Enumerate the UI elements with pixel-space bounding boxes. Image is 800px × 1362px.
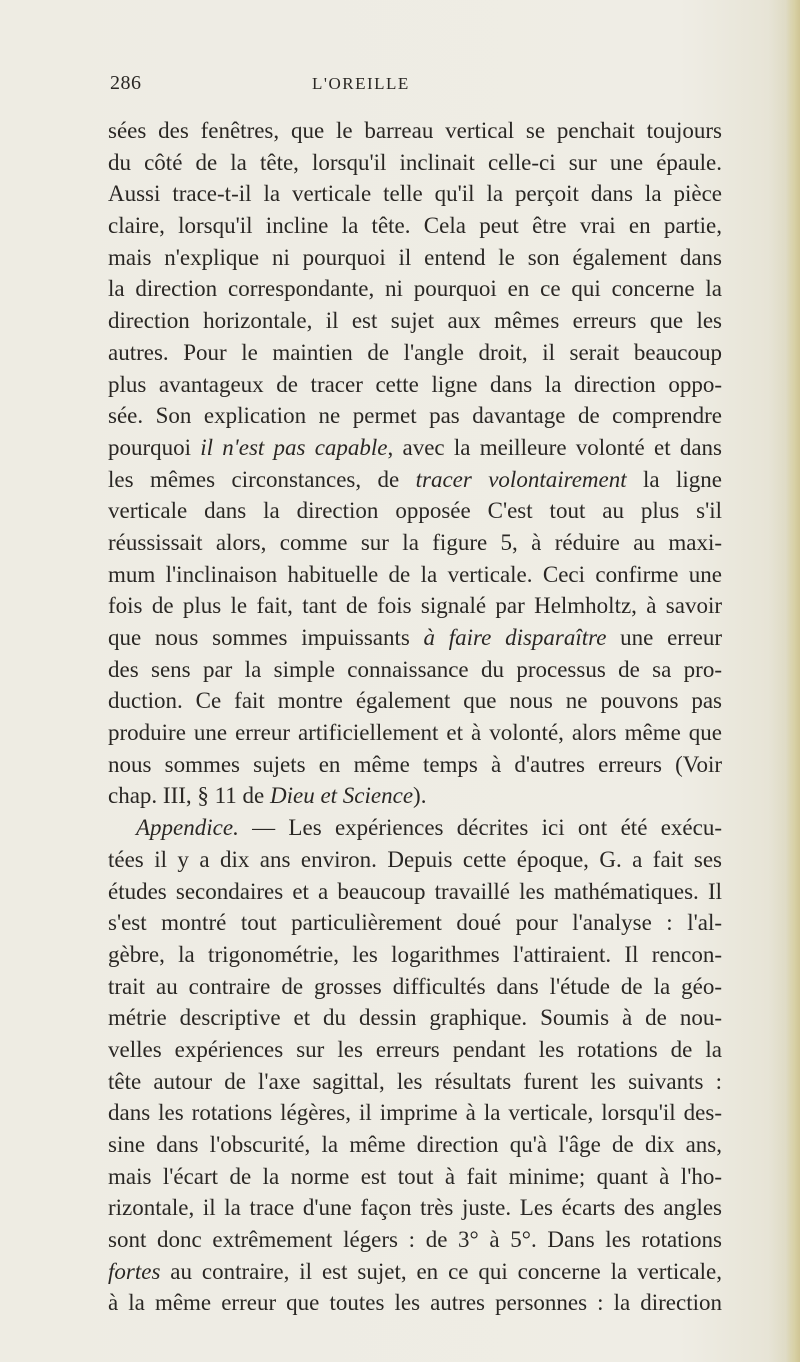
text-line <box>108 1097 722 1129</box>
text-line <box>108 1192 722 1224</box>
text-line <box>108 273 722 305</box>
text-segment: une erreur <box>606 625 722 650</box>
text-line <box>108 1287 722 1319</box>
text-segment: direction horizontale, il est sujet aux mêmes erreurs que les <box>108 308 722 334</box>
text-segment: que nous sommes impuissants <box>108 625 424 650</box>
text-segment: autres. Pour le maintien de l'angle droit, il serait beaucoup <box>108 339 722 365</box>
text-segment: mais l'écart de la norme est tout à fait minime; quant à l'ho- <box>108 1163 722 1189</box>
text-segment: chap. III, § 11 de <box>108 783 270 809</box>
text-line <box>108 178 722 210</box>
text-segment: sées des fenêtres, que le barreau vertical se penchait toujours <box>108 118 722 143</box>
text-line <box>108 812 722 844</box>
text-line <box>108 844 722 876</box>
text-line <box>108 115 722 147</box>
text-segment: mais n'explique ni pourquoi il entend le son également dans <box>108 244 722 270</box>
text-line <box>108 432 722 464</box>
body-text <box>108 115 722 1319</box>
text-segment: s'est montré tout particulièrement doué pour l'analyse : l'al- <box>108 910 722 936</box>
text-segment: tées il y a dix ans environ. Depuis cette époque, G. a fait ses <box>108 846 722 872</box>
text-segment: velles expériences sur les erreurs pendant les rotations de la <box>108 1036 722 1062</box>
text-segment: métrie descriptive et du dessin graphique. Soumis à de nou- <box>108 1005 722 1031</box>
text-line <box>108 147 722 179</box>
text-segment: sont donc extrêmement légers : de 3° à 5°. Dans les rotations <box>108 1227 722 1253</box>
text-segment: gèbre, la trigonométrie, les logarithmes l'attiraient. Il rencon- <box>108 941 722 967</box>
text-line <box>108 559 722 591</box>
text-segment: dans les rotations légères, il imprime à la verticale, lorsqu'il des- <box>108 1100 722 1126</box>
text-line <box>108 907 722 939</box>
text-line <box>108 495 722 527</box>
italic-text: Appendice. <box>136 815 239 841</box>
text-segment: — Les expériences décrites ici ont été exécu- <box>238 815 722 841</box>
text-line <box>108 971 722 1003</box>
text-line <box>108 210 722 242</box>
text-line <box>108 749 722 781</box>
text-segment: la direction correspondante, ni pourquoi en ce qui concerne la <box>108 276 722 302</box>
text-segment: au contraire, il est sujet, en ce qui concerne la verticale, <box>160 1258 722 1284</box>
text-line <box>108 590 722 622</box>
text-segment: rizontale, il la trace d'une façon très juste. Les écarts des angles <box>108 1195 722 1221</box>
text-line <box>108 876 722 908</box>
text-segment: , avec la meilleure volonté et dans <box>387 434 722 460</box>
text-line <box>108 464 722 496</box>
text-segment: mum l'inclinaison habituelle de la verticale. Ceci confirme une <box>108 561 722 587</box>
text-line <box>108 1161 722 1193</box>
text-line <box>108 685 722 717</box>
italic-text: à faire disparaître <box>423 625 607 650</box>
text-line <box>108 717 722 749</box>
text-segment: nous sommes sujets en même temps à d'autres erreurs (Voir <box>108 751 722 777</box>
text-segment: des sens par la simple connaissance du processus de sa pro- <box>108 656 722 682</box>
page-number: 286 <box>110 72 142 94</box>
text-line <box>108 1129 722 1161</box>
text-line <box>108 337 722 369</box>
text-segment: pourquoi <box>108 434 201 460</box>
text-line <box>108 1034 722 1066</box>
text-line <box>108 242 722 274</box>
text-line <box>108 527 722 559</box>
text-segment: fois de plus le fait, tant de fois signalé par Helmholtz, à savoir <box>108 593 722 619</box>
text-segment: à la même erreur que toutes les autres personnes : la direction <box>108 1290 722 1316</box>
text-line <box>108 1256 722 1288</box>
text-segment: réussissait alors, comme sur la figure 5, à réduire au maxi- <box>108 529 722 555</box>
text-line <box>108 939 722 971</box>
text-segment: ). <box>413 783 427 809</box>
text-segment: la ligne <box>626 466 722 492</box>
italic-text: il n'est pas capable <box>200 434 388 460</box>
text-segment: duction. Ce fait montre également que nous ne pouvons pas <box>108 688 722 714</box>
text-segment: claire, lorsqu'il incline la tête. Cela peut être vrai en partie, <box>108 213 722 239</box>
text-segment: du côté de la tête, lorsqu'il inclinait celle-ci sur une épaule. <box>108 149 722 175</box>
italic-text: fortes <box>108 1258 161 1284</box>
text-line <box>108 1002 722 1034</box>
text-segment: produire une erreur artificiellement et à volonté, alors même que <box>108 720 722 746</box>
text-segment: les mêmes circonstances, de <box>108 466 416 492</box>
running-head <box>0 72 800 102</box>
italic-text: Dieu et Science <box>270 783 414 809</box>
text-segment: plus avantageux de tracer cette ligne dans la direction oppo- <box>108 371 722 397</box>
text-segment: sée. Son explication ne permet pas davantage de comprendre <box>108 403 722 429</box>
text-segment: études secondaires et a beaucoup travaillé les mathématiques. Il <box>108 878 722 904</box>
text-segment: Aussi trace-t-il la verticale telle qu'il la perçoit dans la pièce <box>108 181 722 207</box>
text-line <box>108 654 722 686</box>
text-line <box>108 780 722 812</box>
text-line <box>108 1224 722 1256</box>
text-line <box>108 369 722 401</box>
text-segment: verticale dans la direction opposée C'est tout au plus s'il <box>108 498 722 524</box>
text-line <box>108 1066 722 1098</box>
text-line <box>108 305 722 337</box>
page-edge-shadow <box>786 0 800 1362</box>
running-title: L'OREILLE <box>312 74 410 93</box>
text-segment: tête autour de l'axe sagittal, les résultats furent les suivants : <box>108 1068 722 1094</box>
text-line <box>108 622 722 654</box>
text-line <box>108 400 722 432</box>
italic-text: tracer volontairement <box>415 466 627 492</box>
text-segment: sine dans l'obscurité, la même direction qu'à l'âge de dix ans, <box>108 1132 722 1157</box>
text-segment: trait au contraire de grosses difficultés dans l'étude de la géo- <box>108 973 722 999</box>
